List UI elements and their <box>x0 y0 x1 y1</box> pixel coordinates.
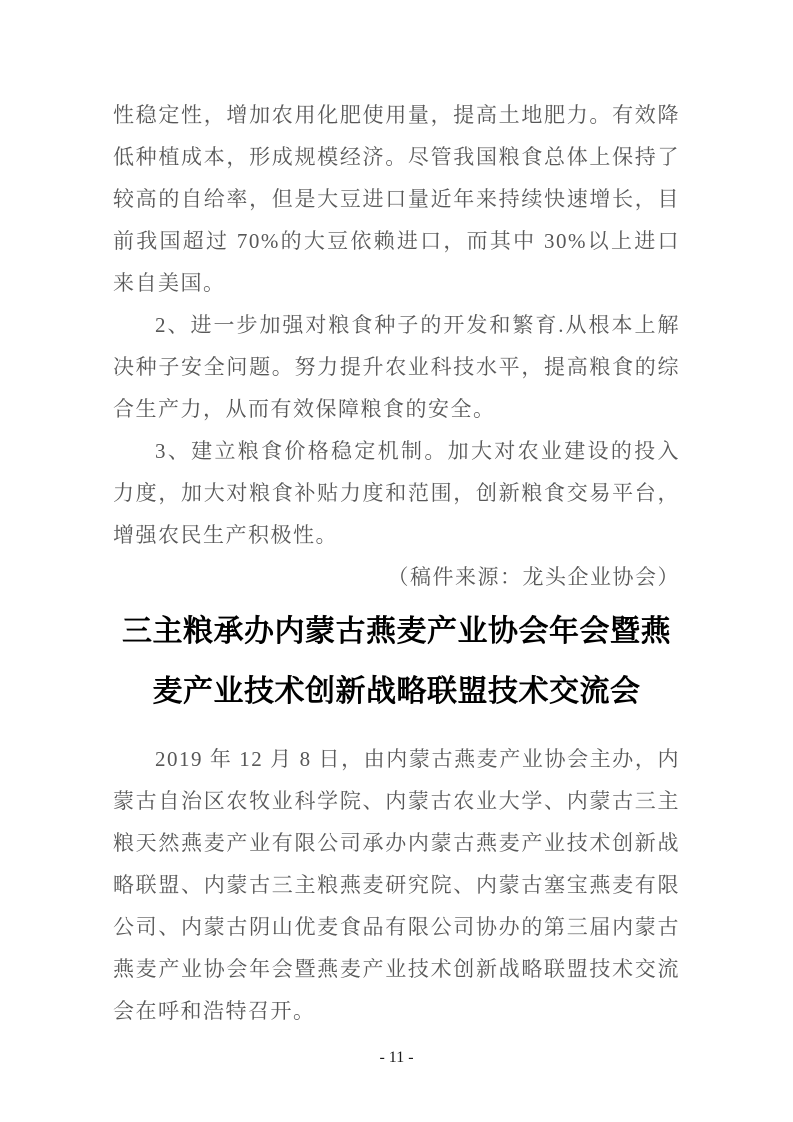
article-title-line-1: 三主粮承办内蒙古燕麦产业协会年会暨燕 <box>122 615 671 648</box>
article-title-line-2: 麦产业技术创新战略联盟技术交流会 <box>152 675 641 708</box>
article-title <box>113 602 680 722</box>
page-number: - 11 - <box>379 1049 414 1066</box>
page-content <box>113 94 680 1032</box>
article-body-paragraph: 2019 年 12 月 8 日，由内蒙古燕麦产业协会主办，内蒙古自治区农牧业科学院、内蒙古农业大学、内蒙古三主粮天然燕麦产业有限公司承办内蒙古燕麦产业技术创新战略联盟、内蒙古三主粮燕麦研究院、内蒙古塞宝燕麦有限公司、内蒙古阴山优麦食品有限公司协办的第三届内蒙古燕麦产业协会年会暨燕麦产业技术创新战略联盟技术交流会在呼和浩特召开。 <box>113 747 680 1023</box>
paragraph-item-3: 3、建立粮食价格稳定机制。加大对农业建设的投入力度，加大对粮食补贴力度和范围，创新粮食交易平台，增强农民生产积极性。 <box>113 439 680 547</box>
source-attribution: （稿件来源：龙头企业协会） <box>387 565 680 589</box>
paragraph-item-2: 2、进一步加强对粮食种子的开发和繁育.从根本上解决种子安全问题。努力提升农业科技水平，提高粮食的综合生产力，从而有效保障粮食的安全。 <box>113 313 680 421</box>
paragraph-continuation: 性稳定性，增加农用化肥使用量，提高土地肥力。有效降低种植成本，形成规模经济。尽管我国粮食总体上保持了较高的自给率，但是大豆进口量近年来持续快速增长，目前我国超过 70%的大豆依赖进口，而其中 30%以上进口来自美国。 <box>113 103 680 295</box>
